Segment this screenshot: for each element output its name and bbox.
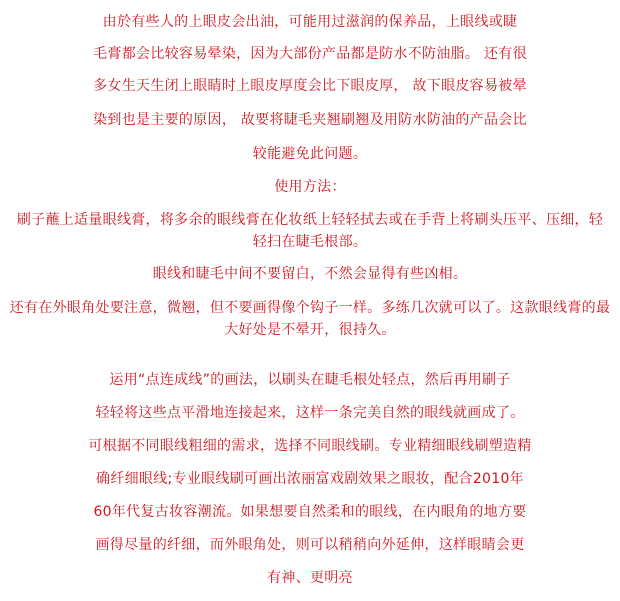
paragraph-2-line-2: 轻轻将这些点平滑地连接起来，这样一条完美自然的眼线就画成了。 xyxy=(95,405,525,421)
step-1-line-2: 轻扫在睫毛根部。 xyxy=(252,234,368,250)
paragraph-1-line-4: 染到也是主要的原因， 故要将睫毛夹翘刷翘及用防水防油的产品会比 xyxy=(93,112,527,128)
step-3-line-2: 大好处是不晕开，很持久。 xyxy=(224,322,396,338)
step-1-line-1: 刷子蘸上适量眼线膏，将多余的眼线膏在化妆纸上轻轻拭去或在手背上将刷头压平、压细，轻 xyxy=(16,212,604,228)
paragraph-1-line-2: 毛膏都会比较容易晕染，因为大部份产品都是防水不防油脂。 还有很 xyxy=(93,46,527,62)
paragraph-2-line-6: 画得尽量的纤细，而外眼角处，则可以稍稍向外延伸，这样眼睛会更 xyxy=(95,537,525,553)
paragraph-1-line-3: 多女生天生闭上眼睛时上眼皮厚度会比下眼皮厚， 故下眼皮容易被晕 xyxy=(93,78,527,94)
paragraph-2-line-7: 有神、更明亮 xyxy=(267,570,353,586)
paragraph-2-line-5: 60年代复古妆容潮流。如果想要自然柔和的眼线，在内眼角的地方要 xyxy=(93,504,527,520)
step-3-line-1: 还有在外眼角处要注意，微翘，但不要画得像个钩子一样。多练几次就可以了。这款眼线膏的最 xyxy=(9,300,611,316)
step-2: 眼线和睫毛中间不要留白，不然会显得有些凶相。 xyxy=(152,266,468,282)
paragraph-2-line-1: 运用“点连成线”的画法，以刷头在睫毛根处轻点，然后再用刷子 xyxy=(109,372,511,388)
paragraph-1-line-5: 较能避免此问题。 xyxy=(252,146,368,162)
paragraph-1-line-1: 由於有些人的上眼皮会出油，可能用过滋润的保养品，上眼线或睫 xyxy=(102,14,518,30)
paragraph-2-line-3: 可根据不同眼线粗细的需求，选择不同眼线刷。专业精细眼线刷塑造精 xyxy=(88,438,532,454)
paragraph-2-line-4: 确纤细眼线;专业眼线刷可画出浓丽富戏剧效果之眼妆，配合2010年 xyxy=(96,471,524,487)
method-heading: 使用方法： xyxy=(274,179,346,195)
